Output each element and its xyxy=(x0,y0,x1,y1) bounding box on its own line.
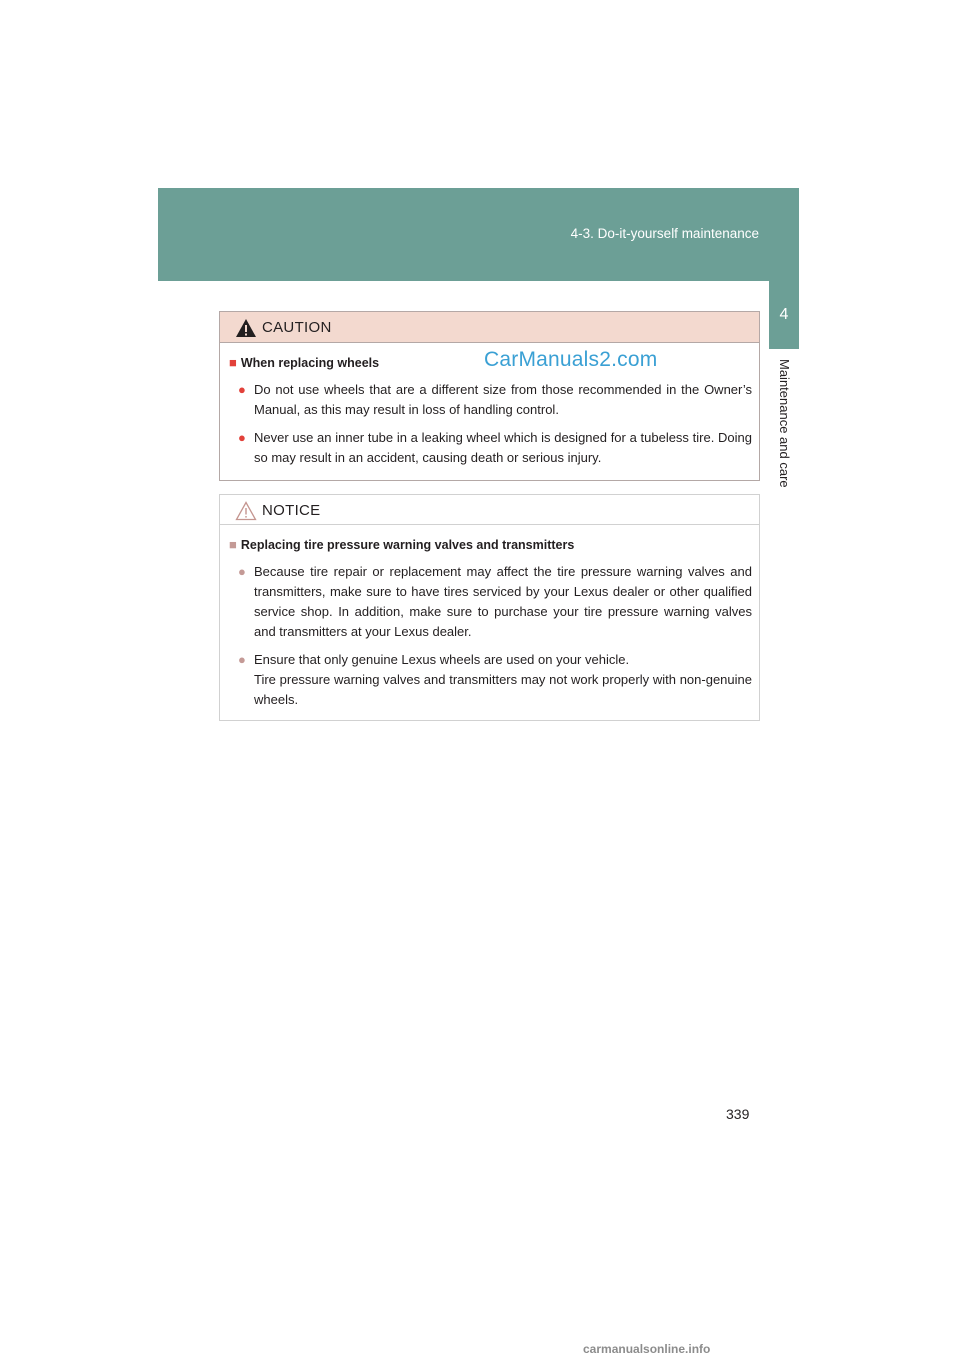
caution-topic-text: When replacing wheels xyxy=(240,355,380,370)
caution-header xyxy=(220,312,759,343)
caution-item-text: Never use an inner tube in a leaking wheel which is designed for a tubeless tire. Doing so may result in an accident, causing death or serious injury. xyxy=(254,430,752,465)
section-title: 4-3. Do-it-yourself maintenance xyxy=(570,226,759,241)
notice-item-line: Tire pressure warning valves and transmitters may not work properly with non-genuine wheels. xyxy=(254,672,752,707)
caution-item-text: Do not use wheels that are a different size from those recommended in the Owner’s Manual, as this may result in loss of handling control. xyxy=(254,382,752,417)
page-number: 339 xyxy=(726,1106,750,1122)
circle-bullet-icon: ● xyxy=(238,430,246,445)
notice-item-line: Ensure that only genuine Lexus wheels are used on your vehicle. xyxy=(254,652,630,667)
chapter-label: Maintenance and care xyxy=(777,359,792,488)
notice-header xyxy=(220,495,759,525)
circle-bullet-icon: ● xyxy=(238,382,246,397)
watermark-text: CarManuals2.com xyxy=(484,348,658,371)
bottom-watermark: carmanualsonline.info xyxy=(583,1342,711,1356)
square-bullet-icon: ■ xyxy=(229,355,237,370)
square-bullet-icon: ■ xyxy=(229,537,237,552)
notice-title: NOTICE xyxy=(262,502,321,519)
chapter-label-box xyxy=(769,349,799,629)
notice-item xyxy=(238,650,752,710)
caution-box xyxy=(219,311,760,481)
caution-item xyxy=(238,428,752,468)
caution-title: CAUTION xyxy=(262,319,332,336)
notice-topic xyxy=(229,537,752,552)
caution-warning-icon xyxy=(235,318,257,338)
notice-body xyxy=(220,525,759,710)
caution-body xyxy=(220,343,759,468)
chapter-number: 4 xyxy=(769,281,799,349)
notice-box xyxy=(219,494,760,721)
notice-topic-text: Replacing tire pressure warning valves and transmitters xyxy=(240,537,575,552)
circle-bullet-icon: ● xyxy=(238,564,246,579)
notice-item xyxy=(238,562,752,642)
section-header-band xyxy=(158,188,799,281)
caution-item xyxy=(238,380,752,420)
caution-topic xyxy=(229,355,752,370)
notice-item-text xyxy=(254,650,752,710)
circle-bullet-icon: ● xyxy=(238,652,246,667)
notice-item-text: Because tire repair or replacement may affect the tire pressure warning valves and transmitters, make sure to have tires serviced by your Lexus dealer or other qualified service shop. In addition, make sure to purchase your tire pressure warning valves and transmitters at your Lexus dealer. xyxy=(254,564,752,639)
chapter-tab xyxy=(769,281,799,1358)
notice-warning-icon xyxy=(235,501,257,521)
